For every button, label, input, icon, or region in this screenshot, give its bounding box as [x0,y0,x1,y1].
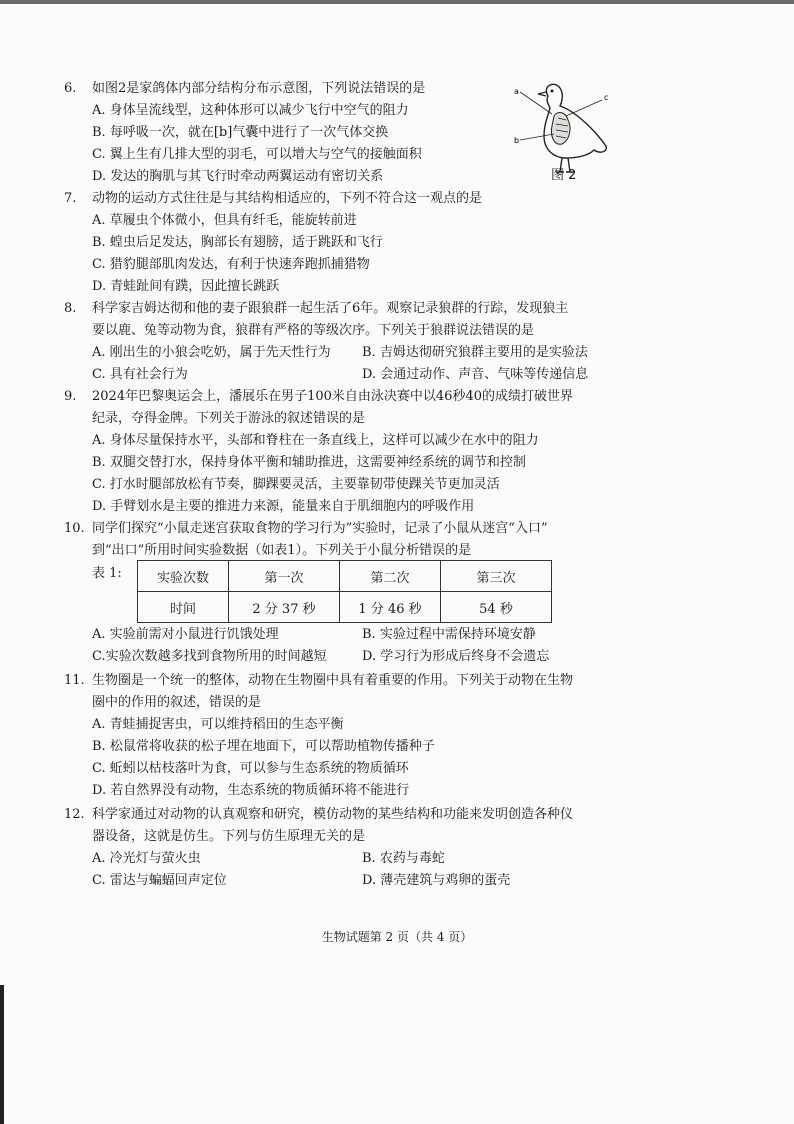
label-c-line [566,100,602,116]
experiment-table [137,560,552,623]
q9-option-c: C. 打水时腿部放松有节奏，脚踝要灵活，主要靠韧带使踝关节更加灵活 [92,477,500,492]
table-cell: 54 秒 [441,592,552,623]
q11-option-d: D. 若自然界没有动物，生态系统的物质循环将不能进行 [92,783,410,798]
table-cell: 2 分 37 秒 [229,592,340,623]
q8-option-a: A. 刚出生的小狼会吃奶，属于先天性行为 [92,345,331,360]
table-cell: 第三次 [441,561,552,592]
table-header-row [138,561,552,592]
figure-2-caption: 图 2 [551,168,577,183]
question-9-stem: 9. 2024年巴黎奥运会上，潘展乐在男子100米自由泳决赛中以46秒40的成绩打破世界 [64,389,573,404]
q11-option-b: B. 松鼠常将收获的松子埋在地面下，可以帮助植物传播种子 [92,739,435,754]
q7-option-b: B. 蝗虫后足发达，胸部长有翅膀，适于跳跃和飞行 [92,235,383,250]
q6-option-d: D. 发达的胸肌与其飞行时牵动两翼运动有密切关系 [92,169,384,184]
q12-option-b: B. 农药与毒蛇 [362,851,445,866]
q9-option-a: A. 身体尽量保持水平，头部和脊柱在一条直线上，这样可以减少在水中的阻力 [92,433,539,448]
q7-option-a: A. 草履虫个体微小，但具有纤毛，能旋转前进 [92,213,357,228]
q9-option-b: B. 双腿交替打水，保持身体平衡和辅助推进，这需要神经系统的调节和控制 [92,455,526,470]
q12-option-c: C. 雷达与蝙蝠回声定位 [92,873,227,888]
table-cell: 第二次 [340,561,441,592]
question-8-stem: 8. 科学家吉姆达彻和他的妻子跟狼群一起生活了6年。观察记录狼群的行踪，发现狼主 [64,301,569,316]
pigeon-beak-shape [538,92,546,96]
table-cell: 时间 [138,592,229,623]
q11-option-a: A. 青蛙捕捉害虫，可以维持稻田的生态平衡 [92,717,344,732]
q8-option-d: D. 会通过动作、声音、气味等传递信息 [362,367,589,382]
q10-option-a: A. 实验前需对小鼠进行饥饿处理 [92,627,279,642]
question-6-stem: 6. 如图2是家鸽体内部分结构分布示意图，下列说法错误的是 [64,78,425,100]
label-c: c [604,93,609,102]
q9-option-d: D. 手臂划水是主要的推进力来源，能量来自于肌细胞内的呼吸作用 [92,499,475,514]
q7-option-c: C. 猎豹腿部肌肉发达，有利于快速奔跑抓捕猎物 [92,257,370,272]
table-row [138,592,552,623]
q10-option-c: C.实验次数越多找到食物所用的时间越短 [92,649,327,664]
question-9-stem-2: 纪录，夺得金牌。下列关于游泳的叙述错误的是 [92,411,366,426]
air-sac-shape [551,113,570,145]
table-cell: 第一次 [229,561,340,592]
question-number: 6. [64,81,77,96]
q12-option-d: D. 薄壳建筑与鸡卵的蛋壳 [362,873,511,888]
label-a: a [514,87,519,96]
question-10-stem-2: 到“出口”所用时间实验数据（如表1）。下列关于小鼠分析错误的是 [92,543,472,558]
table-cell: 实验次数 [138,561,229,592]
pigeon-eye-shape [551,90,554,93]
q8-option-b: B. 吉姆达彻研究狼群主要用的是实验法 [362,345,588,360]
q12-option-a: A. 冷光灯与萤火虫 [92,851,201,866]
q10-option-d: D. 学习行为形成后终身不会遗忘 [362,649,550,664]
q6-option-b: B. 每呼吸一次，就在[b]气囊中进行了一次气体交换 [92,125,389,140]
question-10-stem: 10. 同学们探究“小鼠走迷宫获取食物的学习行为”实验时，记录了小鼠从迷宫“入口” [64,521,548,536]
question-11-stem-2: 圈中的作用的叙述，错误的是 [92,695,262,710]
question-12-stem: 12. 科学家通过对动物的认真观察和研究，模仿动物的某些结构和功能来发明创造各种仪 [64,807,574,822]
q6-option-a: A. 身体呈流线型，这种体形可以减少飞行中空气的阻力 [92,103,409,118]
question-8-stem-2: 要以鹿、兔等动物为食，狼群有严格的等级次序。下列关于狼群说法错误的是 [92,323,535,338]
label-b: b [514,136,520,145]
q6-option-c: C. 翼上生有几排大型的羽毛，可以增大与空气的接触面积 [92,147,422,162]
page-footer: 生物试题第 2 页（共 4 页） [321,930,473,944]
table-cell: 1 分 46 秒 [340,592,441,623]
q7-option-d: D. 青蛙趾间有蹼，因此擅长跳跃 [92,279,280,294]
question-11-stem: 11. 生物圈是一个统一的整体，动物在生物圈中具有着重要的作用。下列关于动物在生物 [64,673,574,688]
question-7-stem: 7. 动物的运动方式往往是与其结构相适应的，下列不符合这一观点的是 [64,191,483,206]
q8-option-c: C. 具有社会行为 [92,367,188,382]
label-b-line [520,134,554,140]
q11-option-c: C. 蚯蚓以枯枝落叶为食，可以参与生态系统的物质循环 [92,761,409,776]
table-1-label: 表 1: [92,566,122,581]
q10-option-b: B. 实验过程中需保持环境安静 [362,627,536,642]
question-12-stem-2: 器设备，这就是仿生。下列与仿生原理无关的是 [92,829,366,844]
